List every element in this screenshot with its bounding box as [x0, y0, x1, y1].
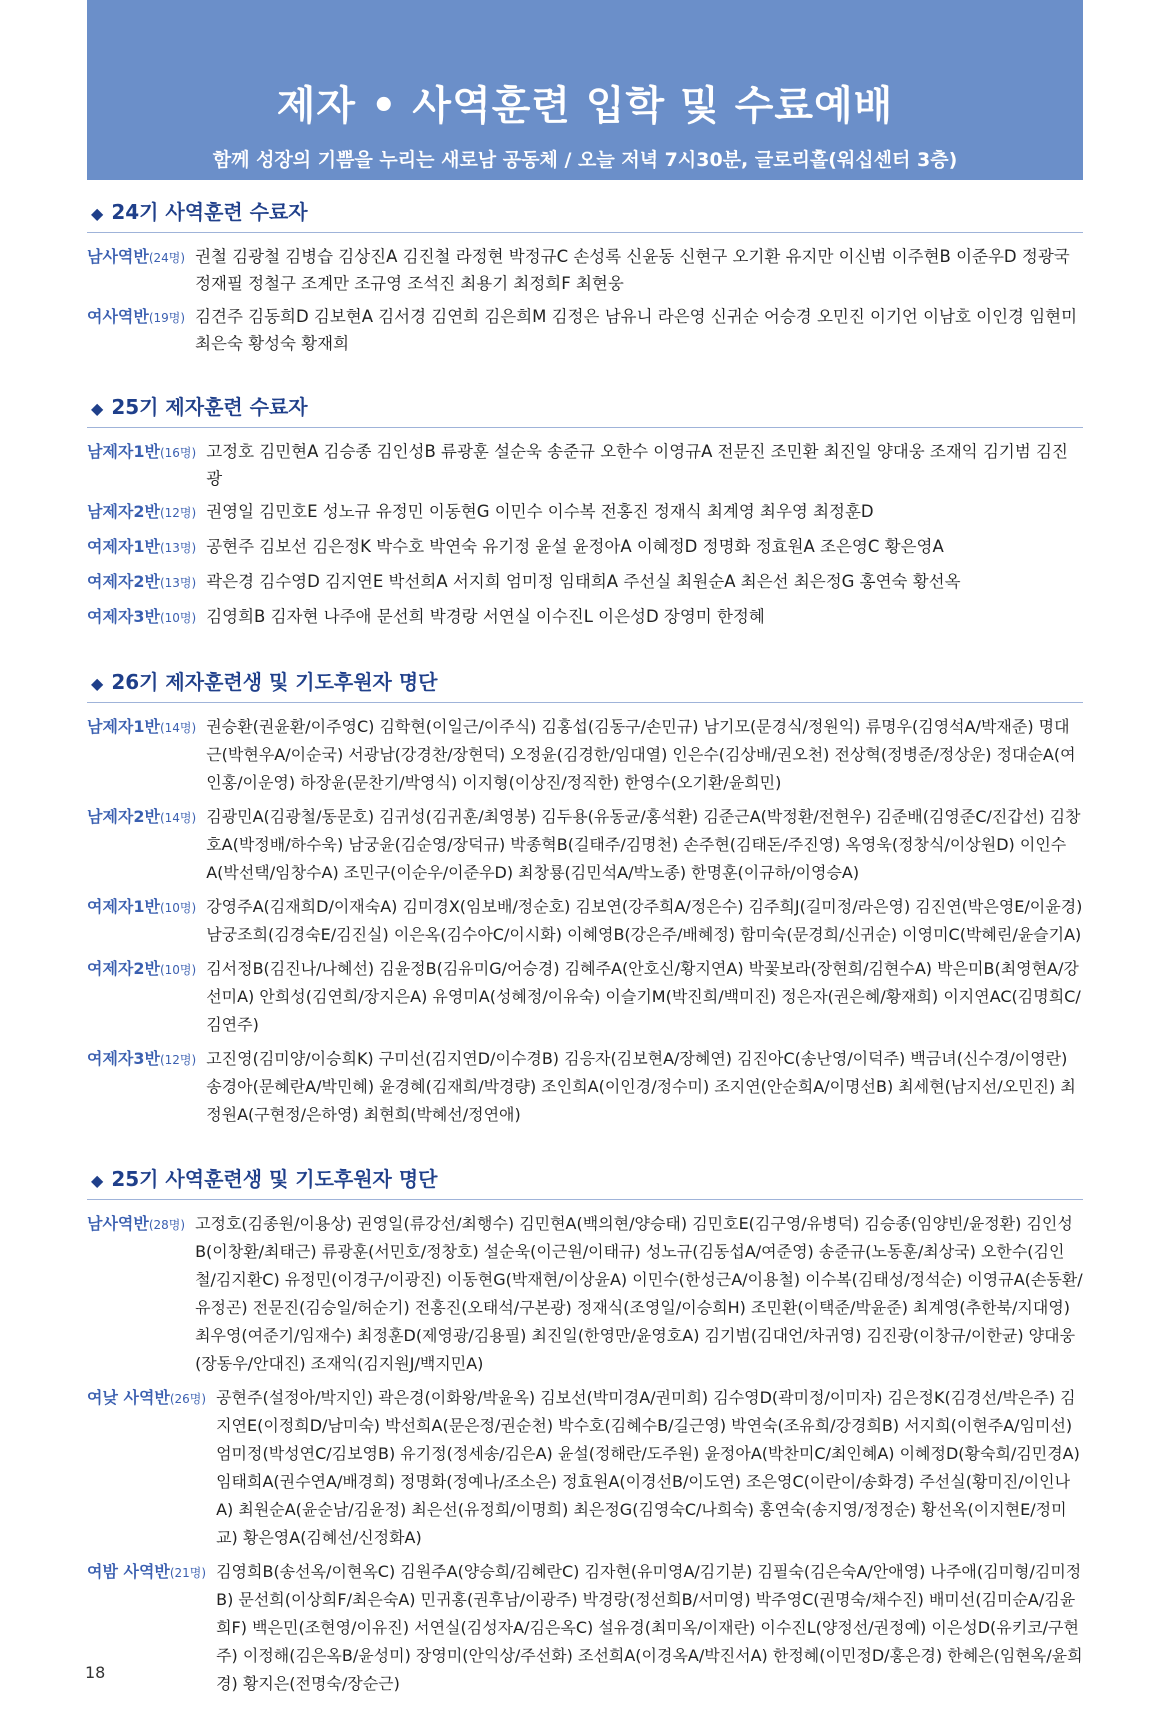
list-item	[87, 803, 1083, 887]
section-25-disciple-graduates	[87, 391, 1083, 632]
list-item	[87, 243, 1083, 297]
group-label: 남제자2반(14명)	[87, 807, 197, 826]
list-item	[87, 713, 1083, 797]
group-label: 남사역반(28명)	[87, 1214, 186, 1233]
list-item	[87, 568, 1083, 597]
list-item	[87, 1210, 1083, 1378]
group-label: 남제자1반(14명)	[87, 717, 197, 736]
page-title: 제자 • 사역훈련 입학 및 수료예배	[276, 83, 894, 129]
group-label: 남제자1반(16명)	[87, 442, 197, 461]
diamond-icon: ◆	[91, 674, 104, 693]
member-names: 권영일 김민호E 성노규 유정민 이동현G 이민수 이수복 전홍진 정재식 최계영 최우영 최정훈D	[206, 502, 874, 521]
list-item	[87, 1384, 1083, 1552]
member-names: 권승환(권윤환/이주영C) 김학현(이일근/이주식) 김홍섭(김동구/손민규) 남기모(문경식/정원익) 류명우(김영석A/박재준) 명대근(박현우A/이순국) 서광남(강경찬/장현덕) 오정윤(김경한/임대열) 인은수(김상배/권오천) 전상혁(정병준/정상운) 정대순A(여인홍/이운영) 하장윤(문찬기/박영식) 이지형(이상진/정직한) 한영수(오기환/윤희민)	[206, 717, 1076, 792]
member-names: 고정호 김민현A 김승종 김인성B 류광훈 설순욱 송준규 오한수 이영규A 전문진 조민환 최진일 양대웅 조재익 김기범 김진광	[206, 442, 1068, 488]
member-names: 권철 김광철 김병습 김상진A 김진철 라정현 박정규C 손성록 신윤동 신현구 오기환 유지만 이신범 이주현B 이준우D 정광국 정재필 정철구 조계만 조규영 조석진 최용기 최정희F 최현웅	[195, 247, 1070, 293]
member-names: 고진영(김미양/이승희K) 구미선(김지연D/이수경B) 김응자(김보현A/장혜연) 김진아C(송난영/이덕주) 백금녀(신수경/이영란) 송경아(문혜란A/박민혜) 윤경혜(김재희/박경량) 조인희A(이인경/정수미) 조지연(안순희A/이명선B) 최세현(남지선/오민진) 최정원A(구현정/은하영) 최현희(박혜선/정연애)	[206, 1049, 1076, 1124]
member-names: 김영희B(송선옥/이현옥C) 김원주A(양승희/김혜란C) 김자현(유미영A/김기분) 김필숙(김은숙A/안애영) 나주애(김미형/김미정B) 문선희(이상희F/최은숙A) 민귀홍(권후남/이광주) 박경랑(정선희B/서미영) 박주영C(권명숙/채수진) 배미선(김미순A/김윤희F) 백은민(조현영/이유진) 서연실(김성자A/김은옥C) 설유경(최미옥/이재란) 이수진L(양정선/권정예) 이은성D(유키코/구현주) 이정해(김은옥B/윤성미) 장영미(안익상/주선화) 조선희A(이경옥A/박진서A) 한정혜(이민정D/홍은경) 한혜은(임현옥/윤희경) 황지은(전명숙/장순근)	[216, 1562, 1083, 1693]
section-24-ministry-graduates	[87, 196, 1083, 357]
section-26-disciple-trainees	[87, 666, 1083, 1129]
list-item	[87, 303, 1083, 357]
list-item	[87, 438, 1083, 492]
list-item	[87, 955, 1083, 1039]
diamond-icon: ◆	[91, 399, 104, 418]
header-banner	[87, 0, 1083, 180]
list-item	[87, 1558, 1083, 1698]
diamond-icon: ◆	[91, 1171, 104, 1190]
member-names: 김견주 김동희D 김보현A 김서경 김연희 김은희M 김정은 남유니 라은영 신귀순 어승경 오민진 이기언 이남호 이인경 임현미 최은숙 황성숙 황재희	[195, 307, 1078, 353]
group-label: 남제자2반(12명)	[87, 502, 197, 521]
section-heading: ◆ 26기 제자훈련생 및 기도후원자 명단	[87, 666, 1083, 703]
list-item	[87, 533, 1083, 562]
section-25-ministry-trainees	[87, 1163, 1083, 1698]
group-label: 여제자1반(13명)	[87, 537, 197, 556]
member-names: 강영주A(김재희D/이재숙A) 김미경X(임보배/정순호) 김보연(강주희A/정은수) 김주희J(길미정/라은영) 김진연(박은영E/이윤경) 남궁조희(김경숙E/김진실) 이은옥(김수아C/이시화) 이혜영B(강은주/배혜정) 함미숙(문경희/신귀순) 이영미C(박혜린/윤슬기A)	[206, 897, 1083, 944]
list-item	[87, 603, 1083, 632]
section-heading: ◆ 25기 사역훈련생 및 기도후원자 명단	[87, 1163, 1083, 1200]
group-label: 여제자3반(10명)	[87, 607, 197, 626]
member-names: 김광민A(김광철/동문호) 김귀성(김귀훈/최영봉) 김두용(유동균/홍석환) 김준근A(박정환/전현우) 김준배(김영준C/진갑선) 김창호A(박정배/하수욱) 남궁윤(김순영/장덕규) 박종혁B(길태주/김명천) 손주현(김태돈/주진영) 옥영욱(정창식/이상원D) 이인수A(박선택/임창수A) 조민구(이순우/이준우D) 최창룡(김민석A/박노종) 한명훈(이규하/이영승A)	[206, 807, 1081, 882]
group-label: 여제자3반(12명)	[87, 1049, 197, 1068]
member-names: 김서정B(김진나/나혜선) 김윤정B(김유미G/어승경) 김혜주A(안호신/황지연A) 박꽃보라(장현희/김현수A) 박은미B(최영현A/강선미A) 안희성(김연희/장지은A) 유영미A(성혜정/이유숙) 이슬기M(박진희/백미진) 정은자(권은혜/황재희) 이지연AC(김명희C/김연주)	[206, 959, 1081, 1034]
list-item	[87, 498, 1083, 527]
group-label: 여사역반(19명)	[87, 307, 186, 326]
page-number: 18	[85, 1663, 106, 1682]
member-names: 공현주(설정아/박지인) 곽은경(이화왕/박윤옥) 김보선(박미경A/권미희) 김수영D(곽미정/이미자) 김은정K(김경선/박은주) 김지연E(이정희D/남미숙) 박선희A(문은정/권순천) 박수호(김혜수B/길근영) 박연숙(조유희/강경희B) 서지희(이현주A/임미선) 엄미정(박성연C/김보영B) 유기정(정세송/김은A) 윤설(정해란/도주원) 윤정아A(박찬미C/최인혜A) 이혜정D(황숙희/김민경A) 임태희A(권수연A/배경희) 정명화(정예나/조소은) 정효원A(이경선B/이도연) 조은영C(이란이/송화경) 주선실(황미진/이인나A) 최원순A(윤순남/김윤정) 최은선(유정희/이명희) 최은정G(김영숙C/나희숙) 홍연숙(송지영/정정순) 황선옥(이지현E/정미교) 황은영A(김혜선/신정화A)	[216, 1388, 1080, 1547]
group-label: 여밤 사역반(21명)	[87, 1562, 207, 1581]
diamond-icon: ◆	[91, 204, 104, 223]
group-label: 여낮 사역반(26명)	[87, 1388, 207, 1407]
member-names: 공현주 김보선 김은정K 박수호 박연숙 유기정 윤설 윤정아A 이혜정D 정명화 정효원A 조은영C 황은영A	[206, 537, 944, 556]
section-heading: ◆ 24기 사역훈련 수료자	[87, 196, 1083, 233]
group-label: 남사역반(24명)	[87, 247, 186, 266]
section-heading: ◆ 25기 제자훈련 수료자	[87, 391, 1083, 428]
list-item	[87, 1045, 1083, 1129]
group-label: 여제자1반(10명)	[87, 897, 197, 916]
member-names: 김영희B 김자현 나주애 문선희 박경랑 서연실 이수진L 이은성D 장영미 한정혜	[206, 607, 765, 626]
list-item	[87, 893, 1083, 949]
page-subtitle: 함께 성장의 기쁨을 누리는 새로남 공동체 / 오늘 저녁 7시30분, 글로리홀(워십센터 3층)	[212, 149, 958, 171]
content-area	[87, 196, 1083, 1732]
member-names: 곽은경 김수영D 김지연E 박선희A 서지희 엄미정 임태희A 주선실 최원순A 최은선 최은정G 홍연숙 황선옥	[206, 572, 961, 591]
member-names: 고정호(김종원/이용상) 권영일(류강선/최행수) 김민현A(백의현/양승태) 김민호E(김구영/유병덕) 김승종(임양빈/윤정환) 김인성B(이창환/최태근) 류광훈(서민호/정창호) 설순욱(이근원/이태규) 성노규(김동섭A/여준영) 송준규(노동훈/최상국) 오한수(김인철/김지환C) 유정민(이경구/이광진) 이동현G(박재현/이상윤A) 이민수(한성근A/이용철) 이수복(김태성/정석순) 이영규A(손동환/유정곤) 전문진(김승일/허순기) 전홍진(오태석/구본광) 정재식(조영일/이승희H) 조민환(이택준/박윤준) 최계영(추한북/지대영) 최우영(여준기/임재수) 최정훈D(제영광/김용필) 최진일(한영만/윤영호A) 김기범(김대언/차귀영) 김진광(이창규/이한균) 양대웅(장동우/안대진) 조재익(김지원J/백지민A)	[195, 1214, 1083, 1373]
group-label: 여제자2반(13명)	[87, 572, 197, 591]
group-label: 여제자2반(10명)	[87, 959, 197, 978]
